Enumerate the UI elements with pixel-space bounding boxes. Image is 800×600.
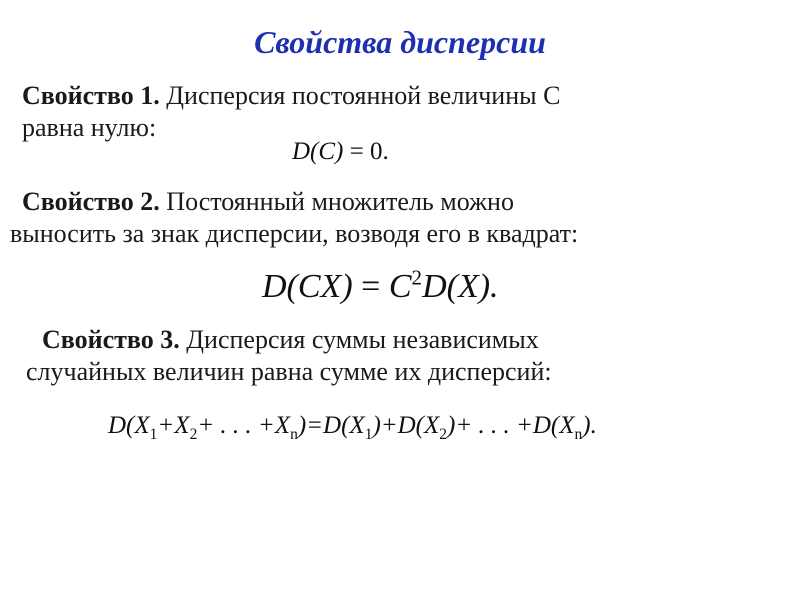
property-3-heading: Свойство 3. <box>42 325 180 354</box>
formula-1-lhs: D(C) <box>292 138 344 165</box>
property-3-statement: Дисперсия суммы независимых <box>179 325 539 354</box>
property-2-text <box>10 186 578 250</box>
formula-2-rhs: D(X). <box>422 268 499 305</box>
formula-2-c: C <box>388 268 412 305</box>
formula-3-sub-1: 1 <box>149 426 158 443</box>
formula-2-eq: = <box>352 268 389 305</box>
property-1-statement: Дисперсия постоянной величины С <box>159 81 561 110</box>
property-1-line-2: равна нулю: <box>22 113 157 142</box>
property-3-text <box>26 324 552 388</box>
formula-3-part-b: +X <box>157 412 190 439</box>
formula-3-part-g: ). <box>582 412 597 439</box>
formula-2-exponent: 2 <box>411 265 423 290</box>
formula-3-sub-3: 1 <box>364 426 373 443</box>
property-3-formula <box>108 412 597 443</box>
formula-3-part-a: D(X <box>108 412 150 439</box>
property-2-line-1 <box>10 186 578 218</box>
formula-3-sub-n: n <box>290 426 298 443</box>
property-2-formula <box>262 265 499 306</box>
formula-3-part-e: )+D(X <box>372 412 440 439</box>
formula-3-part-c: + . . . +X <box>197 412 291 439</box>
property-1-line-1 <box>22 80 560 112</box>
property-1-heading: Свойство 1. <box>22 81 160 110</box>
slide-title: Свойства дисперсии <box>254 24 546 60</box>
property-2-heading: Свойство 2. <box>22 187 160 216</box>
property-2-line-2: выносить за знак дисперсии, возводя его в квадрат: <box>10 219 579 248</box>
formula-3-sub-n2: n <box>574 426 583 443</box>
formula-3-sub-2: 2 <box>189 426 198 443</box>
property-1-formula <box>292 138 389 166</box>
formula-1-rhs: = 0. <box>343 138 389 165</box>
formula-3-part-d: )=D(X <box>297 412 365 439</box>
formula-2-lhs: D(CX) <box>262 268 353 305</box>
formula-3-sub-4: 2 <box>439 426 448 443</box>
formula-3-part-f: )+ . . . +D(X <box>447 412 575 439</box>
property-3-line-2: случайных величин равна сумме их дисперсий: <box>26 357 552 386</box>
property-1-text <box>22 80 560 144</box>
property-2-statement: Постоянный множитель можно <box>159 187 514 216</box>
property-3-line-1 <box>26 324 552 356</box>
